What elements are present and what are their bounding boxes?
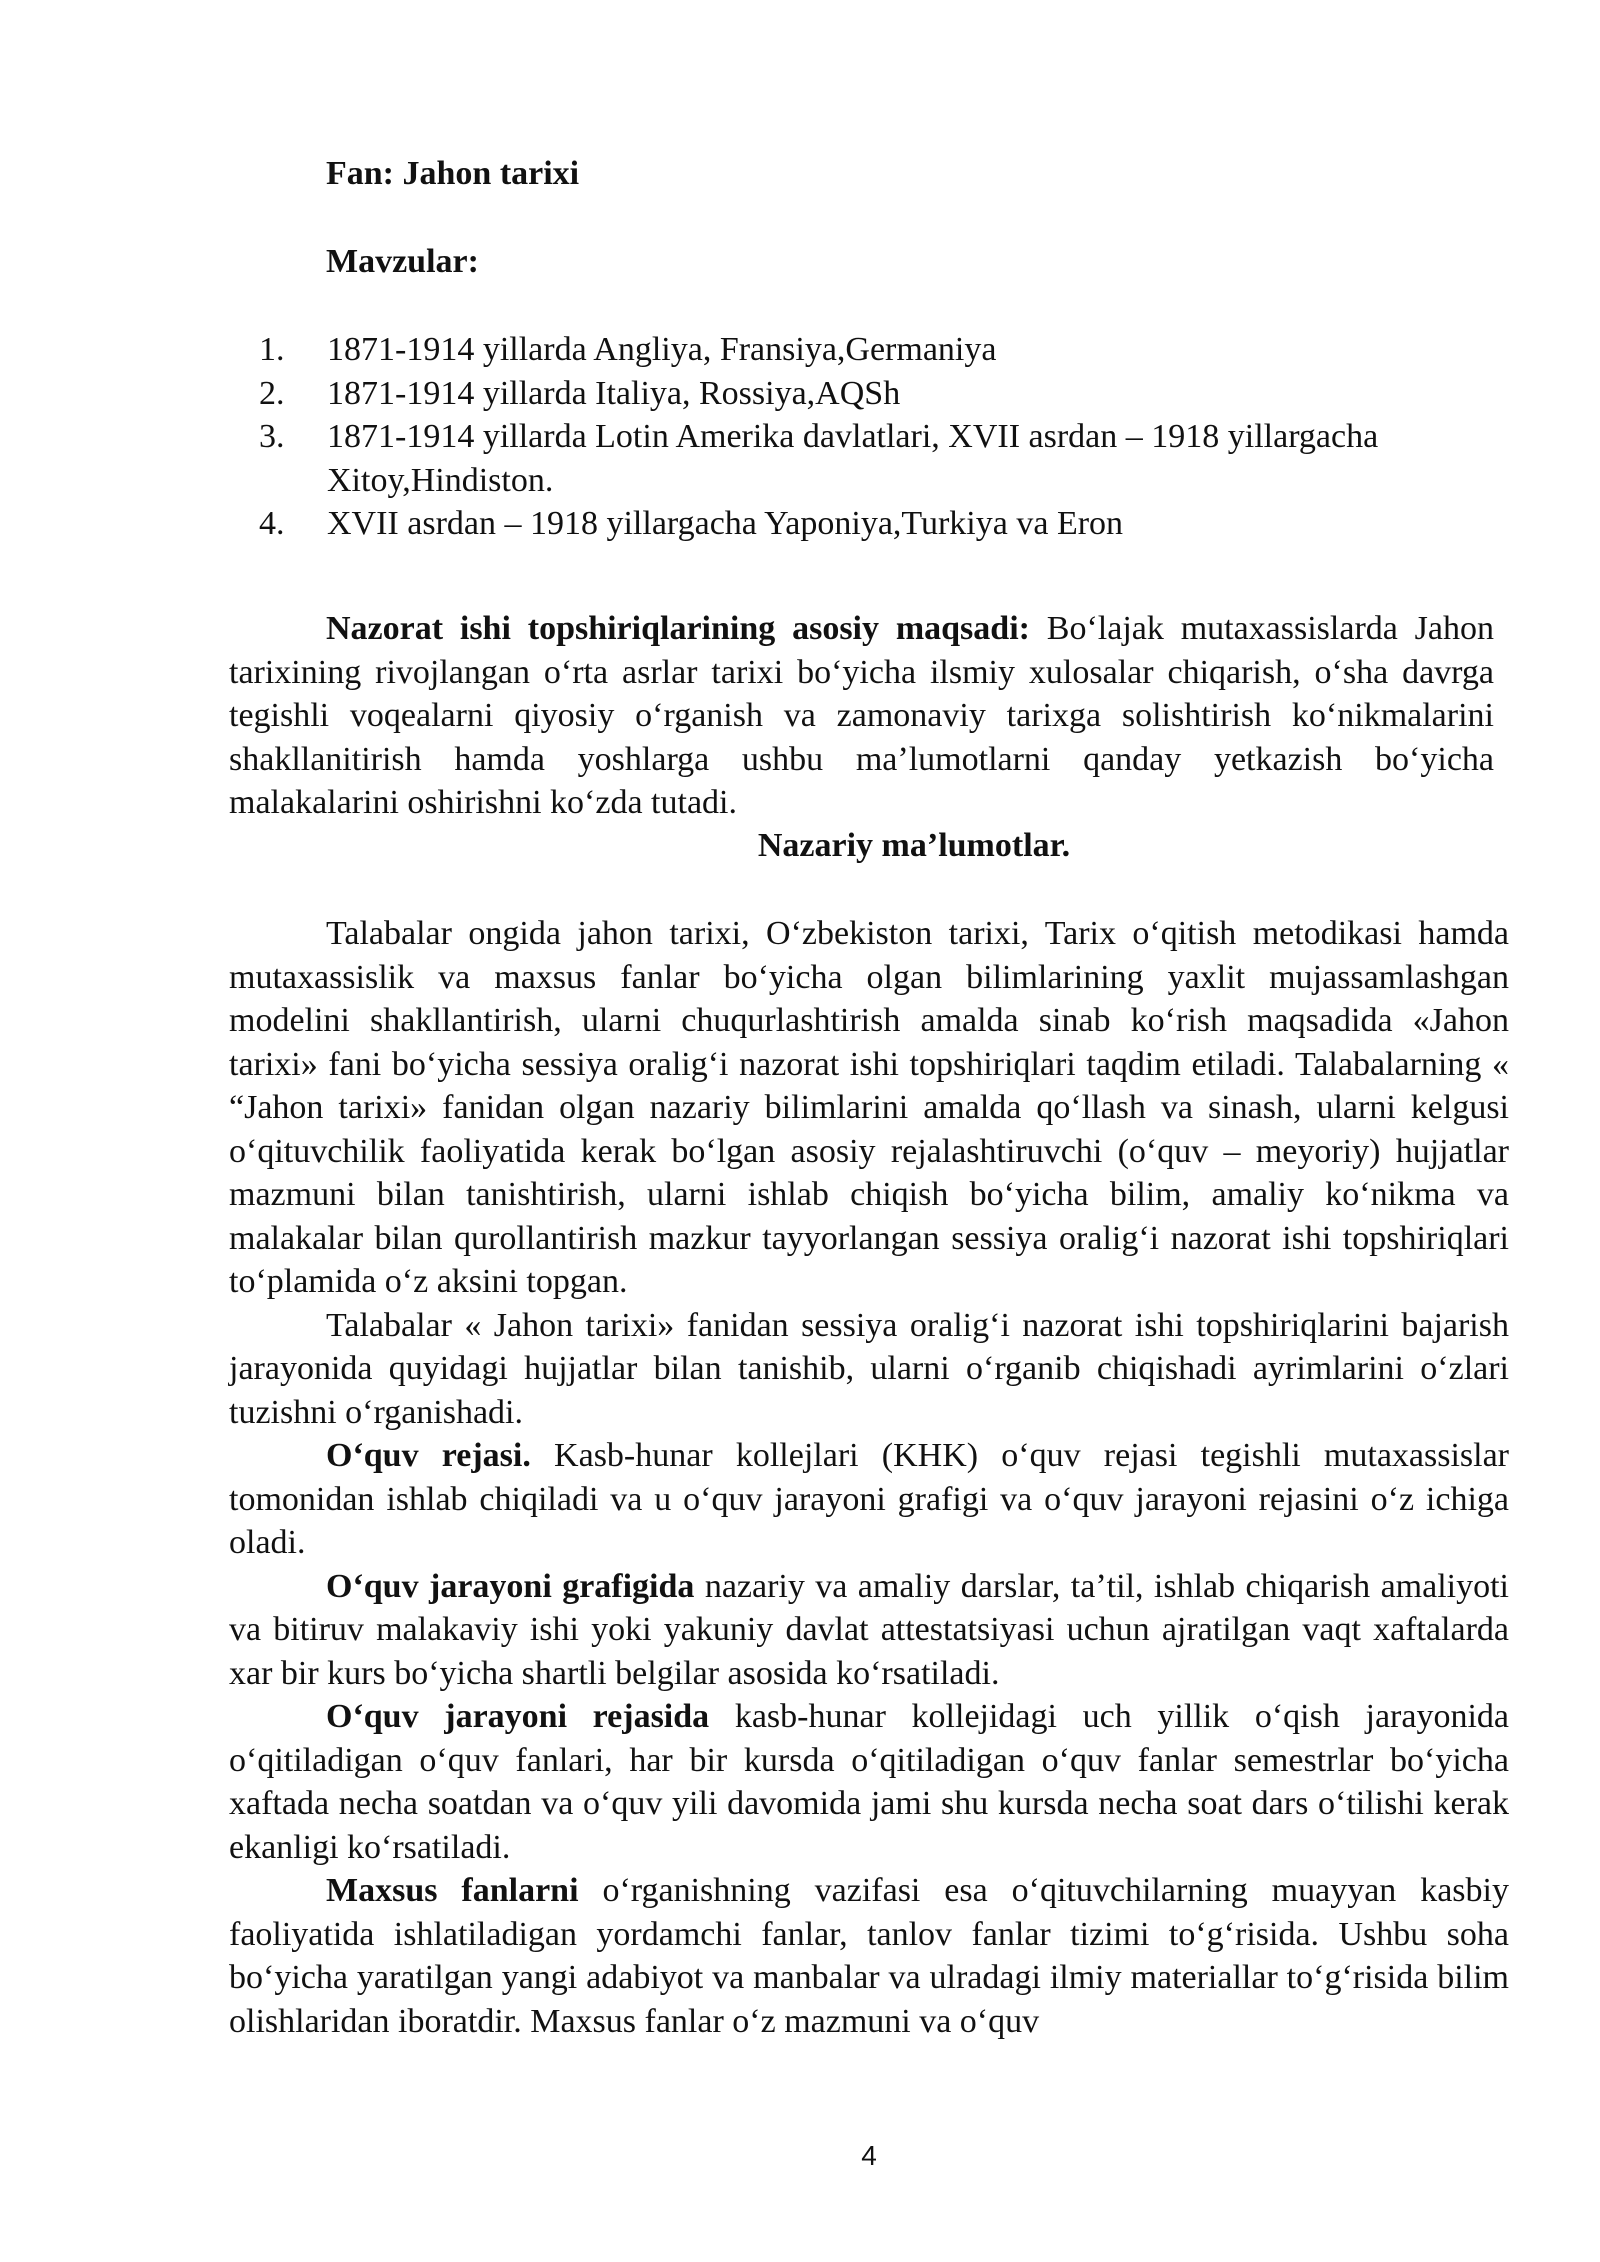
term-schedule: Oʻquv jarayoni grafigida (326, 1567, 695, 1605)
list-item (259, 372, 1509, 416)
paragraph-documents: Talabalar « Jahon tarixi» fanidan sessiya oraligʻi nazorat ishi topshiriqlarini bajarish jarayonida quyidagi hujjatlar bilan tanishib, ularni oʻrganib chiqishadi ayrimlarini oʻzlari tuzishni oʻrganishadi. (229, 1306, 1509, 1431)
list-number: 1. (259, 331, 285, 368)
main-text (229, 912, 1509, 2043)
list-item-text: XVII asrdan – 1918 yillargacha Yaponiya,Turkiya va Eron (327, 505, 1124, 542)
theory-heading: Nazariy ma’lumotlar. (757, 827, 1071, 864)
subject-title: Fan: Jahon tarixi (326, 155, 580, 192)
page-number: 4 (861, 2140, 877, 2171)
list-item (259, 415, 1509, 502)
paragraph-curriculum (229, 1434, 1509, 1565)
purpose-label: Nazorat ishi topshiriqlarining asosiy maqsadi: (326, 610, 1030, 647)
paragraph-intro: Talabalar ongida jahon tarixi, Oʻzbekiston tarixi, Tarix oʻqitish metodikasi hamda mutaxassislik va maxsus fanlar boʻyicha olgan bilimlarining yaxlit mujassamlashgan modelini shakllantirish, ularni chuqurlashtirish amalda sinab koʻrish maqsadida «Jahon tarixi» fani boʻyicha sessiya oraligʻi nazorat ishi topshiriqlari taqdim etiladi. Talabalarning « “Jahon tarixi» fanidan olgan nazariy bilimlarini amalda qoʻllash va sinash, ularni kelgusi oʻqituvchilik faoliyatida kerak boʻlgan asosiy rejalashtiruvchi (oʻquv – meyoriy) hujjatlar mazmuni bilan tanishtirish, ularni ishlab chiqish boʻyicha bilim, amaliy koʻnikma va malakalar bilan qurollantirish mazkur tayyorlangan sessiya oraligʻi nazorat ishi topshiriqlari toʻplamida oʻz aksini topgan. (229, 915, 1509, 1300)
purpose-section (229, 607, 1494, 825)
text-schedule: nazariy va amaliy darslar, taʼtil, ishlab chiqarish amaliyoti va bitiruv malakaviy ishi yoki yakuniy davlat attestatsiyasi uchun ajratilgan vaqt xaftalarda xar bir kurs boʻyicha shartli belgilar asosida koʻrsatiladi. (229, 1567, 1509, 1692)
text-plan: kasb-hunar kollejidagi uch yillik oʻqish jarayonida oʻqitiladigan oʻquv fanlari, har bir kursda oʻqitiladigan oʻquv fanlar semestrlar boʻyicha xaftada necha soatdan va oʻquv yili davomida jami shu kursda necha soat dars oʻtilishi kerak ekanligi koʻrsatiladi. (229, 1698, 1509, 1866)
list-number: 2. (259, 374, 285, 412)
document-page (229, 0, 1509, 2262)
purpose-paragraph (229, 607, 1494, 825)
term-curriculum: Oʻquv rejasi. (326, 1437, 531, 1474)
text-special-subjects: oʻrganishning vazifasi esa oʻqituvchilarning muayyan kasbiy faoliyatida ishlatiladigan yordamchi fanlar, tanlov fanlar tizimi toʻgʻrisida. Ushbu soha boʻyicha yaratilgan yangi adabiyot va manbalar va ulradagi ilmiy materiallar toʻgʻrisida bilim olishlaridan iboratdir. Maxsus fanlar oʻz mazmuni va oʻquv (229, 1872, 1509, 2040)
text-curriculum: Kasb-hunar kollejlari (KHK) oʻquv rejasi tegishli mutaxassislar tomonidan ishlab chiqiladi va u oʻquv jarayoni grafigi va oʻquv jarayoni rejasini oʻz ichiga oladi. (229, 1437, 1509, 1561)
paragraph-schedule (229, 1565, 1509, 1696)
list-item (259, 328, 1509, 372)
topics-list (259, 328, 1509, 546)
purpose-text: Boʻlajak mutaxassislarda Jahon tarixining rivojlangan oʻrta asrlar tarixi boʻyicha ilsmiy xulosalar chiqarish, oʻsha davrga tegishli voqealarni qiyosiy oʻrganish va zamonaviy tarixga solishtirish koʻnikmalarini shakllanitirish hamda yoshlarga ushbu maʼlumotlarni qanday yetkazish boʻyicha malakalarini oshirishni koʻzda tutadi. (229, 610, 1495, 821)
list-number: 4. (259, 505, 285, 542)
term-plan: Oʻquv jarayoni rejasida (326, 1698, 710, 1735)
paragraph-plan (229, 1695, 1509, 1869)
list-item-text: 1871-1914 yillarda Italiya, Rossiya,AQSh (327, 374, 901, 412)
list-item (259, 502, 1509, 546)
term-special-subjects: Maxsus fanlarni (326, 1872, 579, 1909)
list-number: 3. (259, 418, 285, 455)
list-item-text: 1871-1914 yillarda Lotin Amerika davlatlari, XVII asrdan – 1918 yillargacha Xitoy,Hindiston. (327, 418, 1379, 499)
list-item-text: 1871-1914 yillarda Angliya, Fransiya,Germaniya (327, 331, 997, 368)
topics-heading: Mavzular: (326, 243, 479, 280)
paragraph-special-subjects (229, 1869, 1509, 2043)
